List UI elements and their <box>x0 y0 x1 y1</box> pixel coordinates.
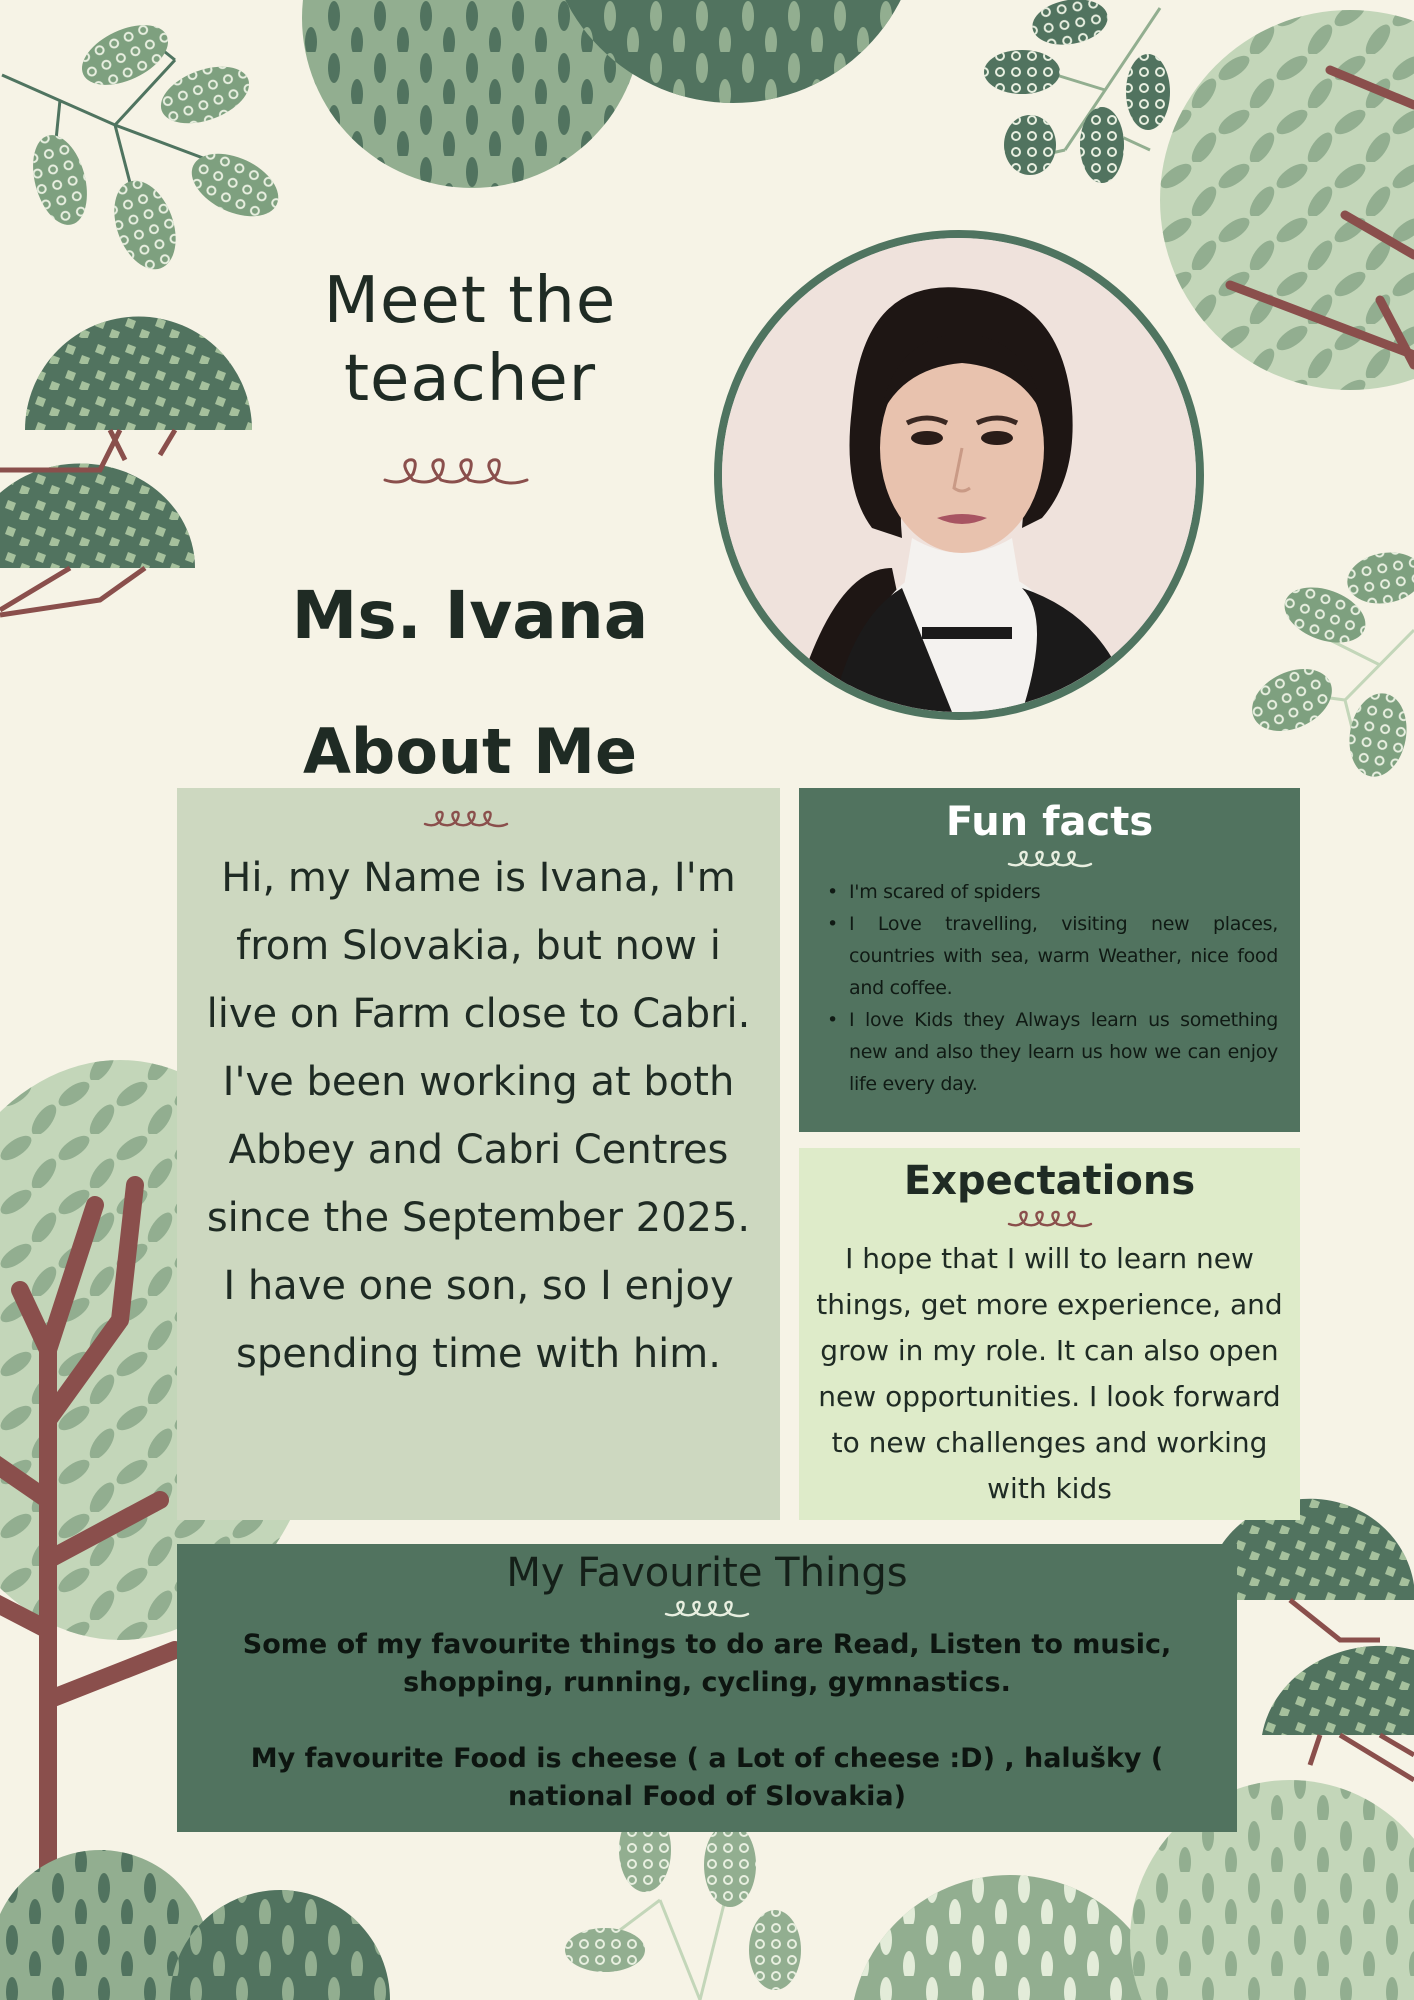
expectations-heading: Expectations <box>903 1158 1196 1204</box>
right-middle-branch <box>1242 547 1414 781</box>
favourite-things-panel <box>177 1544 1237 1832</box>
list-item: • I love Kids they Always learn us something new and also they learn us how we can enjoy life every day. <box>835 1004 1278 1100</box>
squiggle-divider-icon <box>423 808 509 830</box>
list-item: • I Love travelling, visiting new places, countries with sea, warm Weather, nice food and coffee. <box>835 908 1278 1004</box>
favourite-things-heading: My Favourite Things <box>506 1550 908 1596</box>
about-panel <box>177 788 780 1520</box>
top-left-branch <box>2 13 288 278</box>
portrait-icon <box>722 238 1196 712</box>
about-intro-text: Hi, my Name is Ivana, I'm from Slovakia, but now i live on Farm close to Cabri. I've been working at both Abbey and Cabri Centres since the September 2025. <box>206 855 751 1241</box>
squiggle-divider-icon <box>383 454 529 490</box>
expectations-panel <box>799 1148 1300 1520</box>
favourite-activities-text: Some of my favourite things to do are Read, Listen to music, shopping, running, cycling, gymnastics. <box>242 1629 1172 1698</box>
bottom-center-branch <box>565 1808 801 2000</box>
squiggle-divider-icon <box>661 1598 753 1620</box>
top-right-branch <box>984 0 1170 183</box>
squiggle-divider-icon <box>1004 1208 1096 1230</box>
list-item: • I'm scared of spiders <box>835 876 1278 908</box>
about-heading: About Me <box>302 715 638 788</box>
teacher-portrait-photo <box>714 230 1204 720</box>
favourite-food-text: My favourite Food is cheese ( a Lot of cheese :D) , halušky ( national Food of Slovakia) <box>250 1743 1164 1812</box>
fun-facts-heading: Fun facts <box>945 799 1154 845</box>
about-family-text: I have one son, so I enjoy spending time with him. <box>223 1263 734 1377</box>
squiggle-divider-icon <box>1004 848 1096 870</box>
teacher-name: Ms. Ivana <box>291 577 649 654</box>
expectations-text: I hope that I will to learn new things, get more experience, and grow in my role. It can also open new opportunities. I look forward to new challenges and working with kids <box>816 1242 1283 1505</box>
fun-facts-panel <box>799 788 1300 1132</box>
fun-facts-list <box>821 876 1278 1100</box>
page-title: Meet the teacher <box>323 264 617 416</box>
